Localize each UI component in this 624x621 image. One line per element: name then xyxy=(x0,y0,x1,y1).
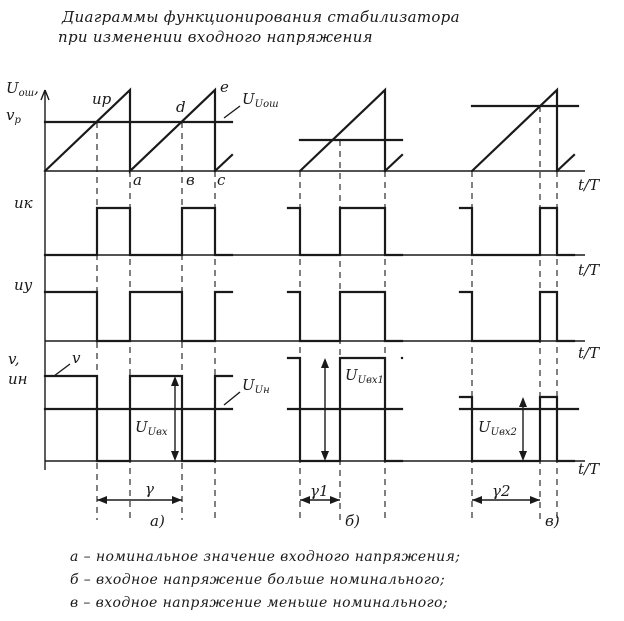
panel-label-b: б) xyxy=(345,512,361,530)
label-point-d: d xyxy=(176,98,186,116)
legend-line-1: а – номинальное значение входного напряжения; xyxy=(70,549,461,565)
title-line-2: при изменении входного напряжения xyxy=(58,28,373,46)
label-point-c: c xyxy=(217,171,226,189)
label-ubx-a: $U_{Uвх}$ xyxy=(135,418,168,438)
time-axis-label-3: t/T xyxy=(578,344,600,362)
label-gamma-b: γ1 xyxy=(310,482,329,500)
sawtooth-row xyxy=(45,90,578,171)
title-line-1: Диаграммы функционирования стабилизатора xyxy=(62,8,460,26)
label-ubx-b: $U_{Uвх1}$ xyxy=(345,366,384,386)
row3-label: uу xyxy=(14,276,33,294)
row2-label: uк xyxy=(14,194,33,212)
uh-leader xyxy=(224,392,240,405)
label-gamma-a: γ xyxy=(145,480,154,498)
time-axis-label-1: t/T xyxy=(578,176,600,194)
v-pulses xyxy=(45,358,578,461)
vertical-axes xyxy=(41,90,49,470)
label-uosh: $U_{Uош}$ xyxy=(242,90,279,110)
label-up-curve: uр xyxy=(92,90,112,108)
time-axes xyxy=(45,171,585,461)
legend-line-3: в – входное напряжение меньше номинального; xyxy=(70,595,448,611)
time-axis-label-2: t/T xyxy=(578,261,600,279)
uosh-leader xyxy=(224,106,240,118)
panel-label-a: а) xyxy=(150,512,165,530)
panel-label-c: в) xyxy=(545,512,560,530)
label-gamma-c: γ2 xyxy=(492,482,511,500)
row1-label: $U_{ош}$, xyxy=(6,79,39,99)
label-uh: $U_{Uн}$ xyxy=(242,376,270,396)
projection-lines xyxy=(97,106,557,520)
row4-label-v: v, xyxy=(8,350,20,368)
legend-line-2: б – входное напряжение больше номинального; xyxy=(70,572,446,588)
uy-pulses xyxy=(45,292,574,341)
label-ubx-c: $U_{Uвх2}$ xyxy=(478,418,517,438)
time-axis-label-4: t/T xyxy=(578,460,600,478)
label-v: v xyxy=(72,349,81,367)
row1-label-up: $v_p$ xyxy=(6,106,21,126)
row4-label-un: uн xyxy=(8,370,28,388)
label-point-b: в xyxy=(186,171,195,189)
v-leader xyxy=(54,364,70,376)
uk-pulses xyxy=(45,208,574,255)
label-point-e: e xyxy=(220,78,229,96)
label-point-a: a xyxy=(133,171,142,189)
